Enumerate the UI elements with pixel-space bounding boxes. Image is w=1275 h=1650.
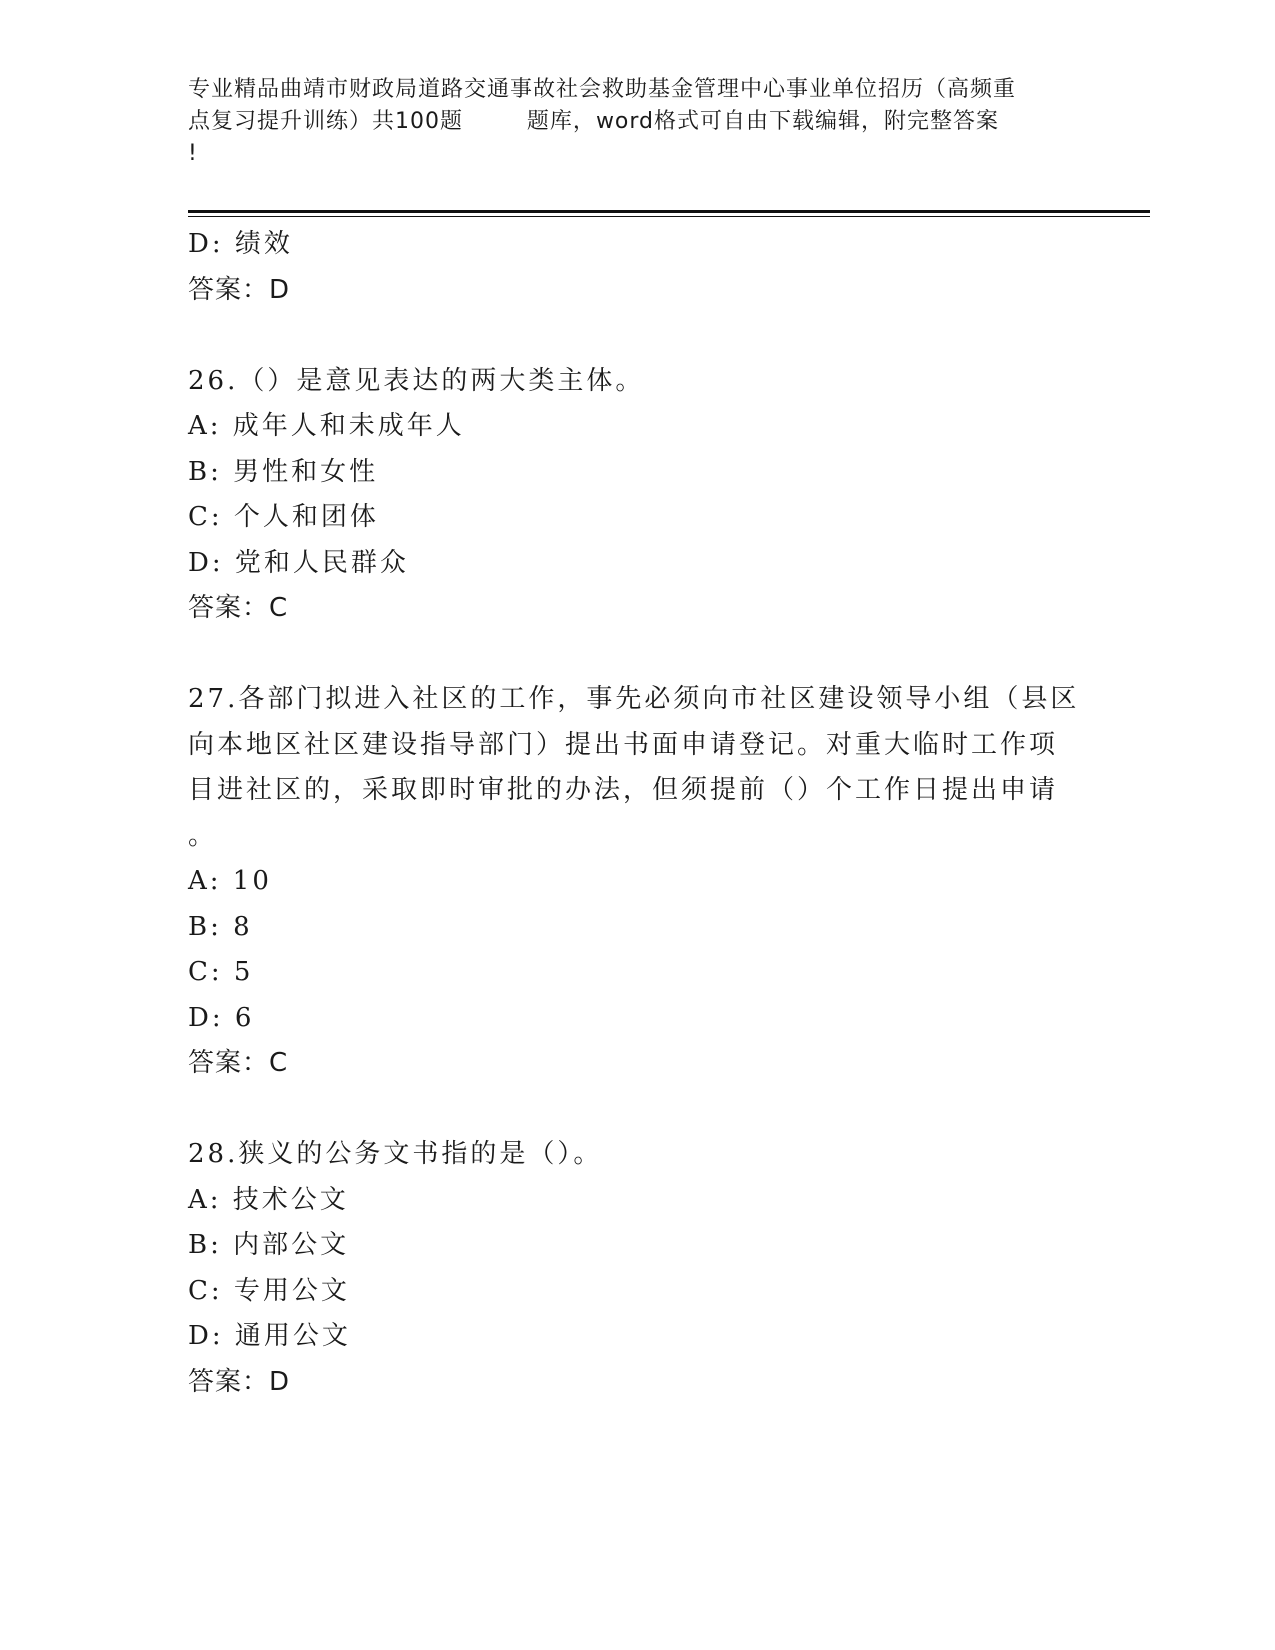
option-d: D: 党和人民群众: [188, 547, 409, 578]
header-line: !: [188, 141, 198, 166]
header-line: 专业精品曲靖市财政局道路交通事故社会救助基金管理中心事业单位招历（高频重: [188, 77, 1017, 102]
spacer: [188, 632, 1108, 678]
question-text: [188, 677, 1108, 859]
option-b: B: 内部公文: [188, 1230, 350, 1260]
question-text: [188, 1132, 1108, 1178]
question-text-line: 目进社区的，采取即时审批的办法，但须提前（）个工作日提出申请: [188, 775, 1059, 805]
header-divider-thick: [188, 210, 1150, 213]
question-text-line: 。: [188, 820, 218, 851]
question-26: [188, 359, 1108, 632]
spacer: [188, 313, 1108, 359]
option-b: B: 8: [188, 911, 253, 942]
spacer: [188, 1087, 1108, 1133]
option-a: A: 10: [188, 866, 272, 896]
question-text-line: 27.各部门拟进入社区的工作，事先必须向市社区建设领导小组（县区: [188, 684, 1080, 714]
document-header: [188, 74, 1088, 170]
question-27: [188, 677, 1108, 1087]
option-c: C: 专用公文: [188, 1275, 350, 1306]
option-a: A: 技术公文: [188, 1184, 349, 1215]
question-text-line: 28.狭义的公务文书指的是（）。: [188, 1139, 603, 1169]
option-d: D: 绩效: [188, 229, 293, 259]
answer-line: 答案：C: [188, 1048, 289, 1078]
question-text: [188, 359, 1108, 405]
option-b: B: 男性和女性: [188, 456, 379, 487]
answer-line: 答案：C: [188, 593, 289, 623]
option-a: A: 成年人和未成年人: [188, 411, 465, 441]
answer-line: 答案：D: [188, 1366, 291, 1397]
option-d: D: 6: [188, 1002, 255, 1033]
answer-line: 答案：D: [188, 274, 291, 305]
header-divider-thin: [188, 216, 1150, 217]
question-text-line: 向本地区社区建设指导部门）提出书面申请登记。对重大临时工作项: [188, 729, 1059, 760]
header-line: 点复习提升训练）共100题 题库，word格式可自由下载编辑，附完整答案: [188, 109, 1000, 134]
question-text-line: 26.（）是意见表达的两大类主体。: [188, 365, 645, 396]
question-28: [188, 1132, 1108, 1405]
option-c: C: 5: [188, 957, 254, 987]
option-c: C: 个人和团体: [188, 502, 379, 532]
question-list: [188, 222, 1108, 1405]
option-d: D: 通用公文: [188, 1321, 351, 1351]
